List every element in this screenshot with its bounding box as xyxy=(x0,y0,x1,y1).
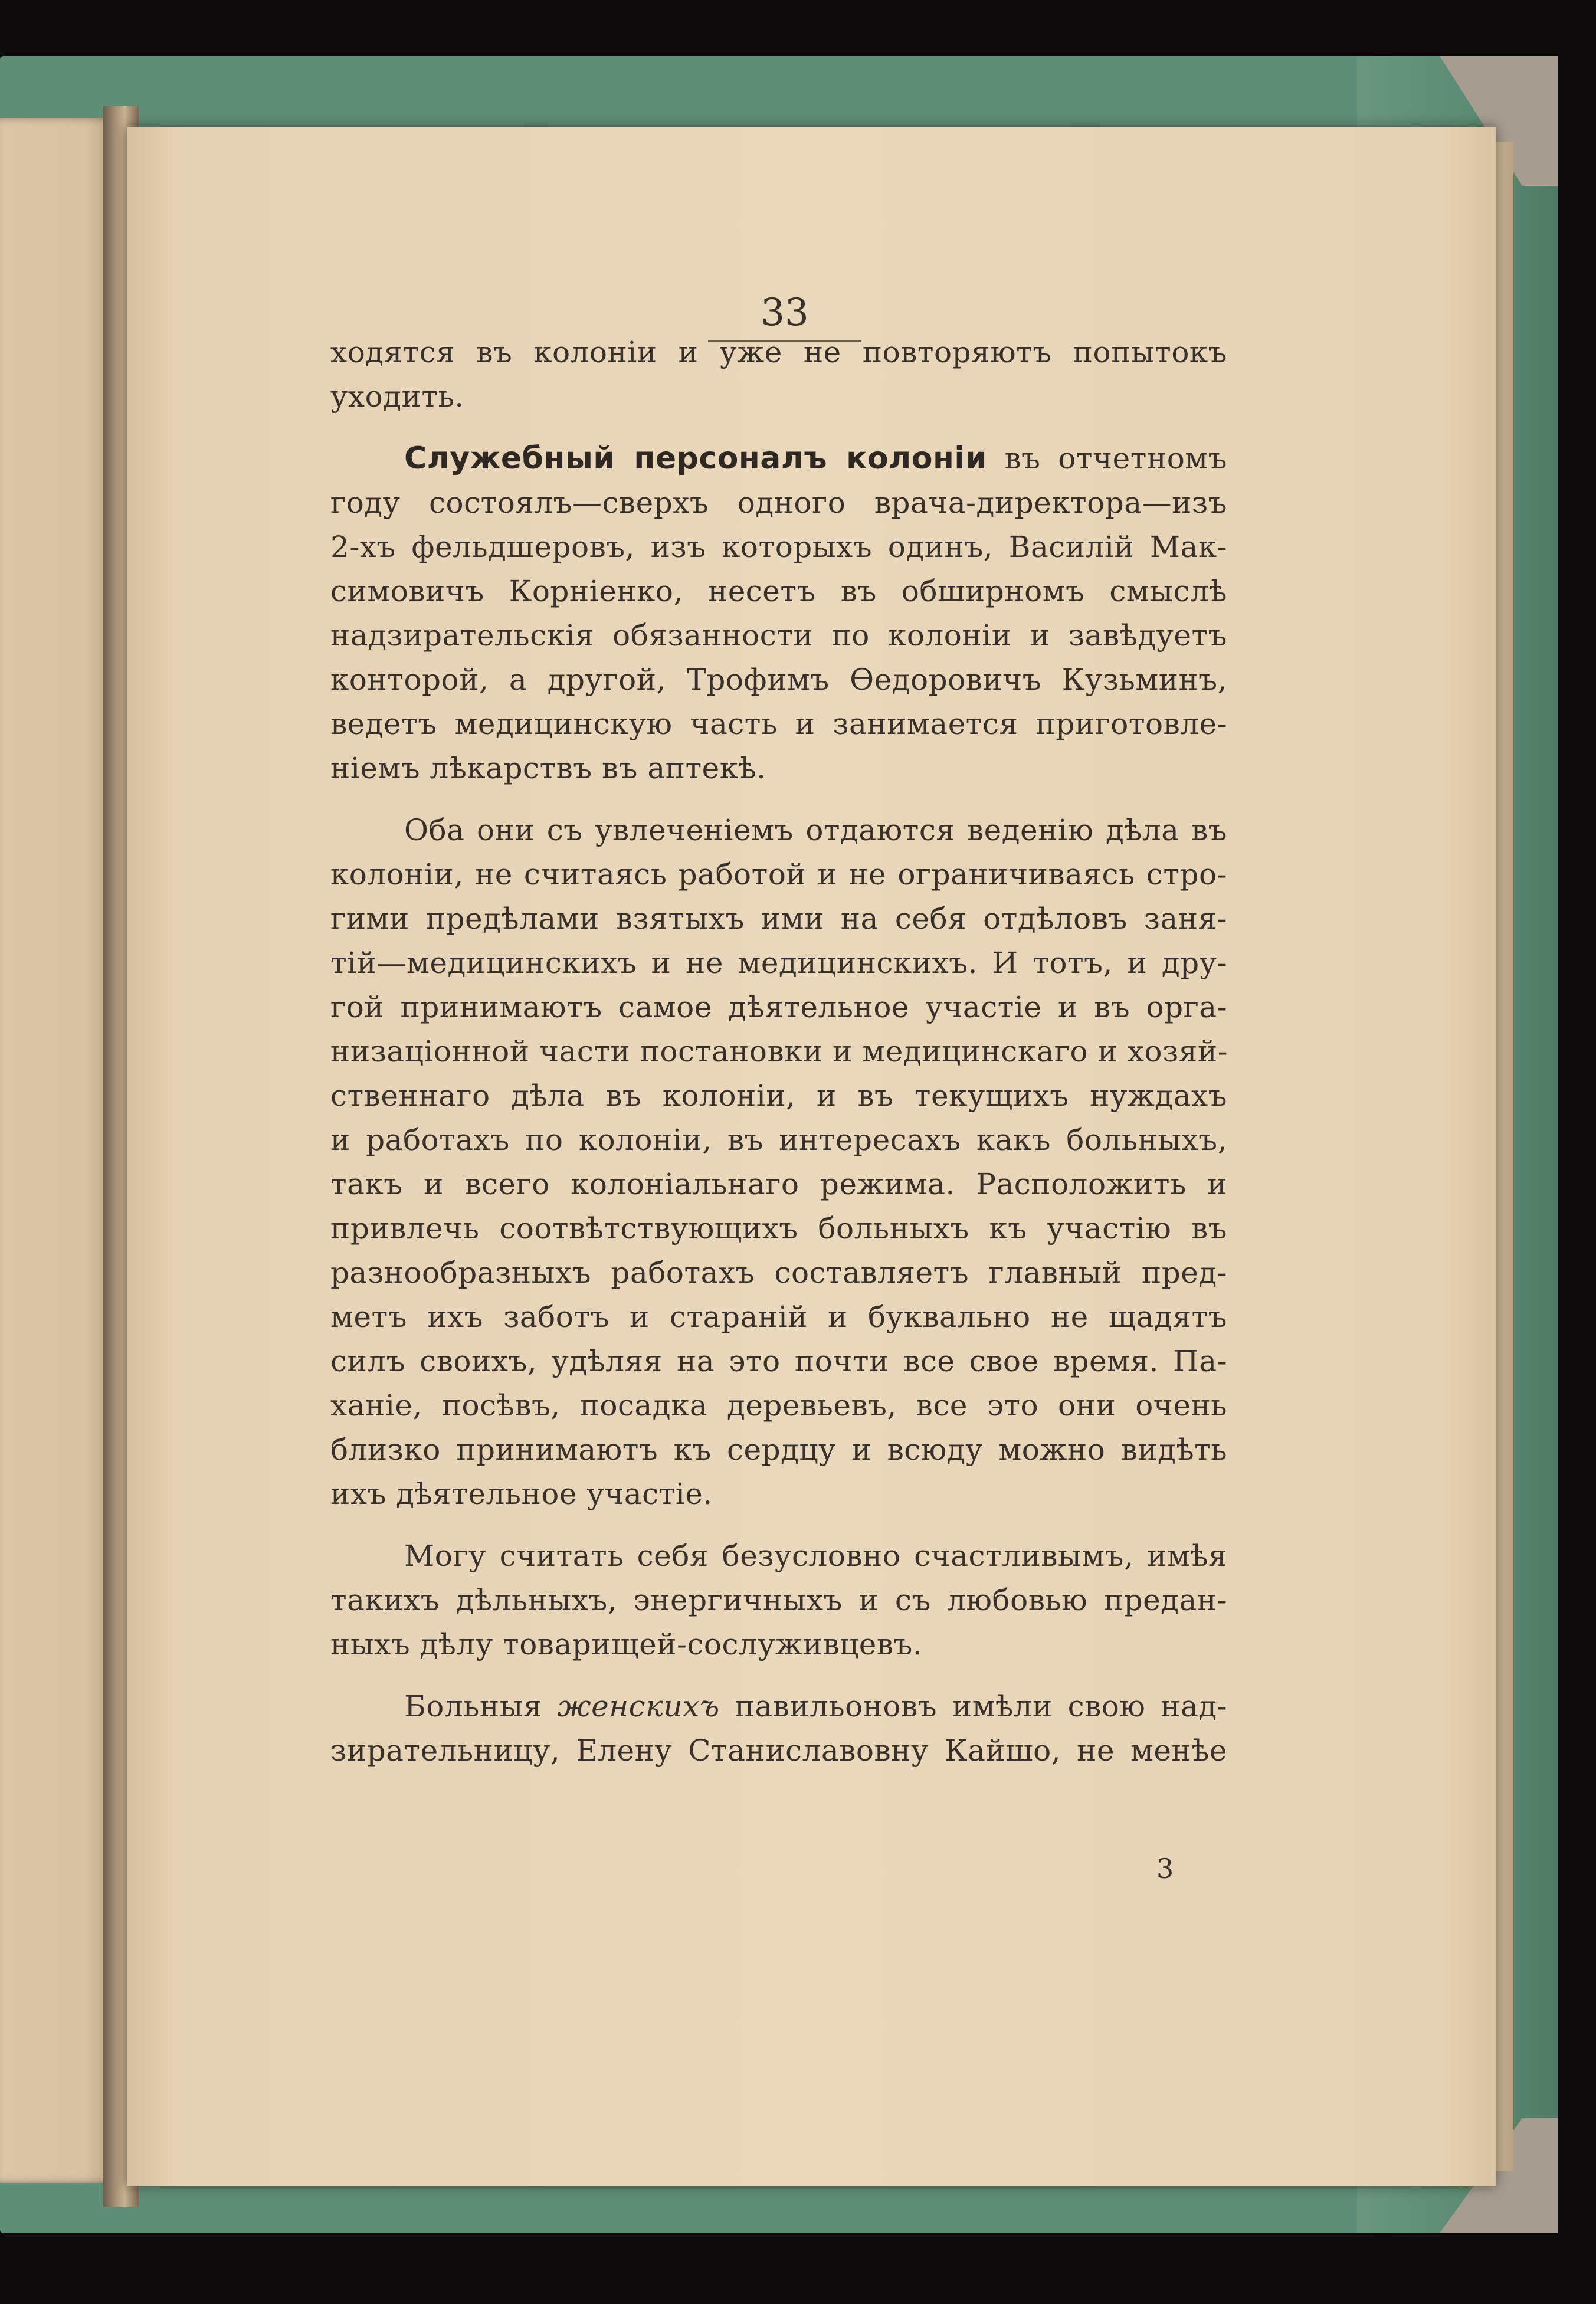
line-text: ственнаго дѣла въ колоніи, и въ текущихъ нуждахъ xyxy=(330,1079,1227,1113)
paragraph-gap xyxy=(330,419,1227,437)
text-line xyxy=(330,1623,1227,1667)
page-body-text xyxy=(330,330,1227,1773)
line-text: зирательницу, Елену Станиславовну Кайшо, не менѣе xyxy=(330,1733,1227,1768)
text-line xyxy=(330,1074,1227,1118)
text-line xyxy=(330,525,1227,569)
text-line xyxy=(330,1578,1227,1623)
line-text: гой принимаютъ самое дѣятельное участіе и въ орга- xyxy=(330,990,1227,1024)
paragraph-gap xyxy=(330,1516,1227,1534)
text-line xyxy=(330,614,1227,658)
paragraph xyxy=(330,808,1227,1516)
line-text: ніемъ лѣкарствъ въ аптекѣ. xyxy=(330,751,766,785)
text-line xyxy=(330,481,1227,525)
italic-emphasis: женскихъ xyxy=(557,1689,720,1723)
line-text: такъ и всего колоніальнаго режима. Расположить и xyxy=(330,1167,1227,1201)
line-text: ведетъ медицинскую часть и занимается приготовле- xyxy=(330,707,1227,741)
line-text: конторой, а другой, Трофимъ Ѳедоровичъ Кузьминъ, xyxy=(330,663,1227,697)
text-line xyxy=(330,897,1227,941)
text-line xyxy=(330,437,1227,481)
line-text: силъ своихъ, удѣляя на это почти все свое время. Па- xyxy=(330,1344,1227,1378)
text-line xyxy=(330,1729,1227,1773)
line-text: такихъ дѣльныхъ, энергичныхъ и съ любовью предан- xyxy=(330,1583,1227,1617)
text-line xyxy=(330,1428,1227,1472)
text-line xyxy=(330,330,1227,375)
paragraph xyxy=(330,1534,1227,1667)
line-text: ихъ дѣятельное участіе. xyxy=(330,1477,713,1511)
line-text: гими предѣлами взятыхъ ими на себя отдѣловъ заня- xyxy=(330,902,1227,936)
text-line xyxy=(330,941,1227,985)
line-text-continued: павильоновъ имѣли свою над- xyxy=(719,1689,1228,1723)
line-text: разнообразныхъ работахъ составляетъ главный пред- xyxy=(330,1256,1227,1290)
line-text: Оба они съ увлеченіемъ отдаются веденію дѣла въ xyxy=(404,813,1227,847)
text-line xyxy=(330,746,1227,791)
text-line xyxy=(330,808,1227,853)
line-text: и работахъ по колоніи, въ интересахъ какъ больныхъ, xyxy=(330,1123,1227,1157)
signature-mark: 3 xyxy=(1156,1853,1174,1885)
line-text: колоніи, не считаясь работой и не ограничиваясь стро- xyxy=(330,857,1227,892)
paragraph-gap xyxy=(330,791,1227,808)
text-line xyxy=(330,658,1227,702)
line-text: уходить. xyxy=(330,379,464,414)
paragraph xyxy=(330,437,1227,791)
text-line xyxy=(330,1534,1227,1578)
text-line xyxy=(330,702,1227,746)
text-line xyxy=(330,1030,1227,1074)
line-text: симовичъ Корніенко, несетъ въ обширномъ смыслѣ xyxy=(330,574,1227,608)
line-text: тій—медицинскихъ и не медицинскихъ. И тотъ, и дру- xyxy=(330,946,1227,980)
text-line xyxy=(330,569,1227,614)
line-text: ханіе, посѣвъ, посадка деревьевъ, все это они очень xyxy=(330,1388,1227,1423)
line-text: Могу считать себя безусловно счастливымъ, имѣя xyxy=(404,1539,1227,1573)
page-number: 33 xyxy=(761,291,809,335)
text-line xyxy=(330,1384,1227,1428)
text-line xyxy=(330,1339,1227,1384)
paragraph-gap xyxy=(330,1667,1227,1684)
line-text: 2-хъ фельдшеровъ, изъ которыхъ одинъ, Василій Мак- xyxy=(330,530,1227,564)
line-text: близко принимаютъ къ сердцу и всюду можно видѣть xyxy=(330,1433,1227,1467)
text-line xyxy=(330,1251,1227,1295)
line-text: году состоялъ—сверхъ одного врача-директора—изъ xyxy=(330,486,1227,520)
line-text: надзирательскія обязанности по колоніи и завѣдуетъ xyxy=(330,618,1227,653)
line-text: Больныя xyxy=(404,1689,558,1723)
line-text: ходятся въ колоніи и уже не повторяютъ попытокъ xyxy=(330,335,1227,369)
line-text: въ отчетномъ xyxy=(987,441,1227,476)
text-line xyxy=(330,1472,1227,1516)
text-line xyxy=(330,1118,1227,1162)
page-block-edge xyxy=(1496,142,1513,2171)
text-line xyxy=(330,853,1227,897)
text-line xyxy=(330,1295,1227,1339)
text-line xyxy=(330,1207,1227,1251)
line-text: ныхъ дѣлу товарищей-сослуживцевъ. xyxy=(330,1627,923,1661)
text-line xyxy=(330,1162,1227,1207)
text-line xyxy=(330,1684,1227,1729)
paragraph xyxy=(330,330,1227,419)
line-text: низаціонной части постановки и медицинскаго и хозяй- xyxy=(330,1034,1228,1069)
paragraph xyxy=(330,1684,1227,1773)
text-line xyxy=(330,375,1227,419)
line-text: привлечь соотвѣтствующихъ больныхъ къ участію въ xyxy=(330,1211,1227,1246)
inline-heading: Служебный персоналъ колоніи xyxy=(404,441,987,476)
line-text: метъ ихъ заботъ и стараній и буквально не щадятъ xyxy=(330,1300,1227,1334)
text-line xyxy=(330,985,1227,1030)
